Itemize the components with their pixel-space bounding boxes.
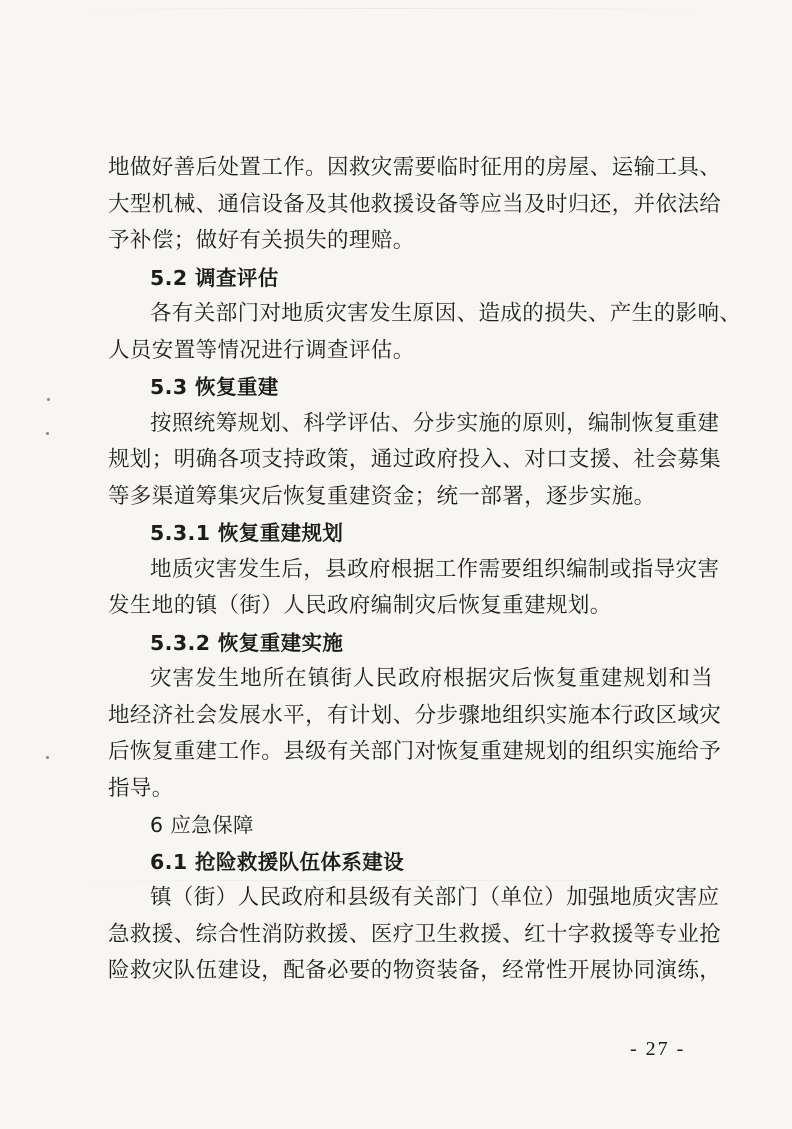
paragraph-line: 人员安置等情况进行调查评估。	[108, 337, 415, 363]
paragraph-line: 灾害发生地所在镇街人民政府根据灾后恢复重建规划和当	[150, 666, 713, 691]
paragraph-line: 指导。	[108, 775, 174, 801]
page-number: - 27 -	[630, 1038, 686, 1060]
chapter-heading: 6 应急保障	[150, 813, 254, 837]
section-heading: 6.1 抢险救援队伍体系建设	[150, 849, 405, 874]
paragraph-line: 等多渠道筹集灾后恢复重建资金；统一部署，逐步实施。	[108, 483, 656, 509]
paragraph-line: 地做好善后处置工作。因救灾需要临时征用的房屋、运输工具、	[108, 155, 722, 180]
binding-hole-mark	[47, 398, 50, 401]
section-heading: 5.2 调查评估	[150, 265, 279, 290]
paragraph-line: 险救灾队伍建设，配备必要的物资装备，经常性开展协同演练，	[108, 958, 722, 983]
paragraph-line: 地经济社会发展水平，有计划、分步骤地组织实施本行政区域灾	[108, 702, 722, 728]
paragraph-line: 急救援、综合性消防救援、医疗卫生救援、红十字救援等专业抢	[108, 921, 722, 947]
document-body	[108, 150, 742, 990]
binding-hole-mark	[46, 756, 49, 759]
paragraph-line: 各有关部门对地质灾害发生原因、造成的损失、产生的影响、	[150, 301, 742, 326]
binding-hole-mark	[46, 432, 49, 435]
paragraph-line: 镇（街）人民政府和县级有关部门（单位）加强地质灾害应	[150, 885, 720, 910]
scan-artifact-line	[50, 8, 730, 9]
paragraph-line: 予补偿；做好有关损失的理赔。	[108, 228, 415, 253]
paragraph-line: 规划；明确各项支持政策，通过政府投入、对口支援、社会募集	[108, 447, 722, 472]
paragraph-line: 发生地的镇（街）人民政府编制灾后恢复重建规划。	[108, 593, 612, 618]
subsection-heading: 5.3.2 恢复重建实施	[150, 630, 344, 655]
paragraph-line: 地质灾害发生后，县政府根据工作需要组织编制或指导灾害	[150, 556, 720, 582]
section-heading: 5.3 恢复重建	[150, 375, 279, 399]
paragraph-line: 后恢复重建工作。县级有关部门对恢复重建规划的组织实施给予	[108, 739, 722, 764]
paragraph-line: 大型机械、通信设备及其他救援设备等应当及时归还，并依法给	[108, 191, 722, 217]
subsection-heading: 5.3.1 恢复重建规划	[150, 521, 344, 545]
paragraph-line: 按照统筹规划、科学评估、分步实施的原则，编制恢复重建	[150, 410, 720, 436]
